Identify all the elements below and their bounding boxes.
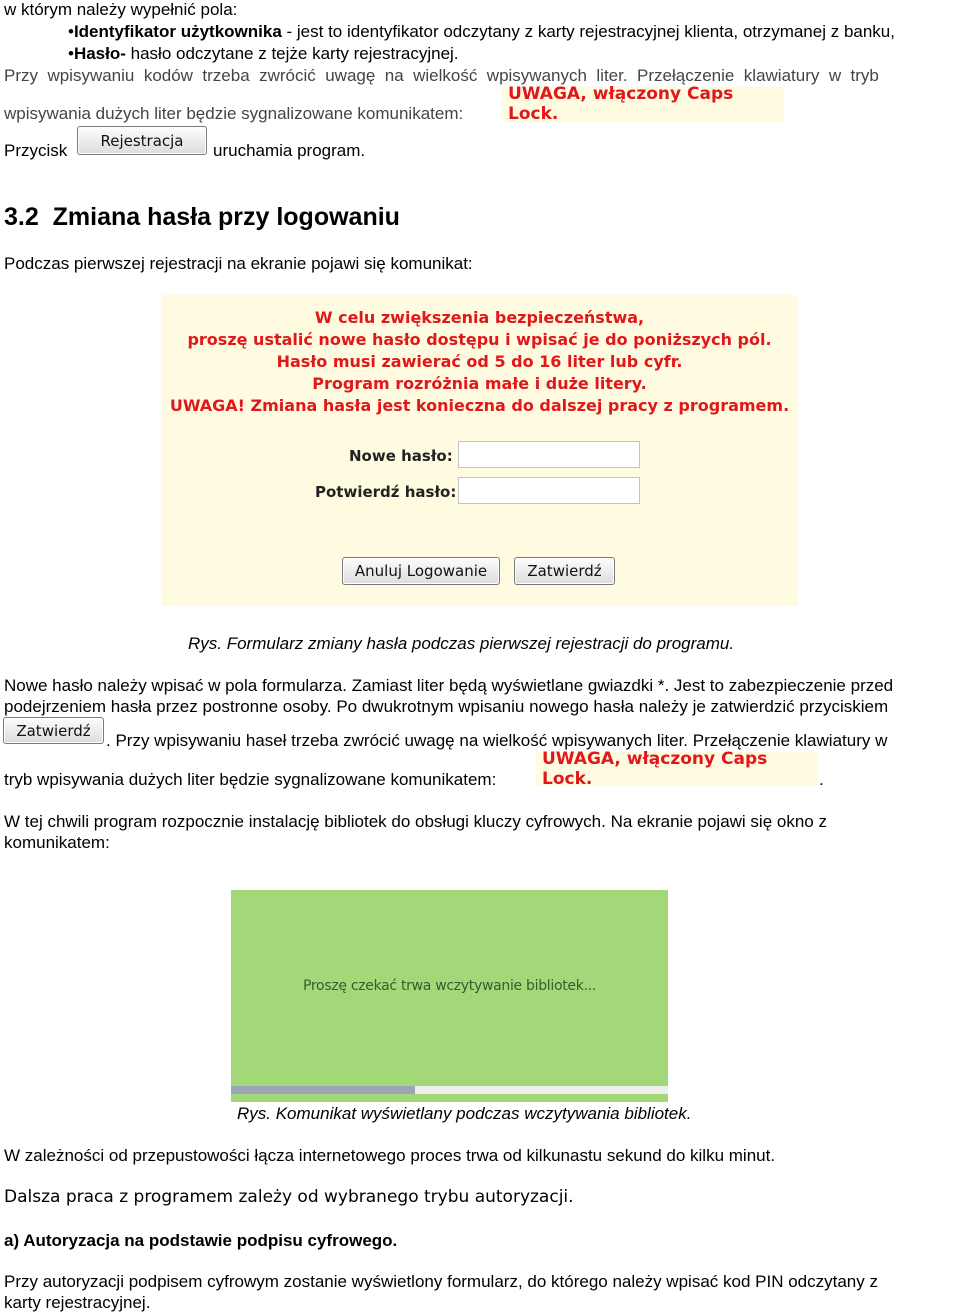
paragraph-line: karty rejestracyjnej. <box>4 1293 151 1312</box>
bullet-desc: hasło odczytane z tejże karty rejestracyjnej. <box>125 44 459 63</box>
paragraph-line: . Przy wpisywaniu haseł trzeba zwrócić uwagę na wielkość wpisywanych liter. Przełączenie klawiatury w <box>106 731 888 750</box>
bullet-desc: - jest to identyfikator odczytany z karty rejestracyjnej klienta, otrzymanej z banku, <box>281 22 895 41</box>
paragraph-line: tryb wpisywania dużych liter będzie sygnalizowane komunikatem: <box>4 770 497 789</box>
figure-caption: Rys. Formularz zmiany hasła podczas pierwszej rejestracji do programu. <box>188 634 735 653</box>
form-message-line: Hasło musi zawierać od 5 do 16 liter lub cyfr. <box>276 352 683 371</box>
progress-bar <box>231 1086 668 1094</box>
new-password-label: Nowe hasło: <box>349 447 453 465</box>
bullet-dot: • <box>68 44 74 63</box>
figure-caption: Rys. Komunikat wyświetlany podczas wczytywania bibliotek. <box>237 1104 692 1123</box>
register-button[interactable]: Rejestracja <box>77 126 207 155</box>
section-heading: 3.2 Zmiana hasła przy logowaniu <box>4 203 400 231</box>
new-password-input[interactable] <box>458 441 640 468</box>
bullet-password <box>68 44 459 64</box>
form-message-line: UWAGA! Zmiana hasła jest konieczna do dalszej pracy z programem. <box>169 396 790 415</box>
paragraph-line: komunikatem: <box>4 833 110 852</box>
caps-lock-warning: UWAGA, włączony Caps Lock. <box>536 752 818 786</box>
confirm-password-input[interactable] <box>458 477 640 504</box>
form-message-line: Program rozróżnia małe i duże litery. <box>312 374 647 393</box>
button-note-prefix: Przycisk <box>4 141 68 160</box>
library-loading-window <box>231 890 668 1102</box>
confirm-password-label: Potwierdź hasło: <box>315 483 457 501</box>
paragraph-period: . <box>819 770 824 789</box>
confirm-button-inline[interactable]: Zatwierdź <box>3 717 104 744</box>
section-lead: Podczas pierwszej rejestracji na ekranie pojawi się komunikat: <box>4 254 473 273</box>
caps-note-cont: wpisywania dużych liter będzie sygnalizowane komunikatem: <box>4 104 464 123</box>
caps-lock-warning: UWAGA, włączony Caps Lock. <box>502 87 784 121</box>
loading-message: Proszę czekać trwa wczytywanie bibliotek... <box>303 978 596 994</box>
paragraph-line: Dalsza praca z programem zależy od wybranego trybu autoryzacji. <box>4 1187 574 1207</box>
paragraph-line: W zależności od przepustowości łącza internetowego proces trwa od kilkunastu sekund do kilku minut. <box>4 1146 776 1165</box>
subheading: a) Autoryzacja na podstawie podpisu cyfrowego. <box>4 1231 398 1250</box>
paragraph-line: W tej chwili program rozpocznie instalację bibliotek do obsługi kluczy cyfrowych. Na ekranie pojawi się okno z <box>4 812 827 831</box>
form-message-line: proszę ustalić nowe hasło dostępu i wpisać je do poniższych pól. <box>187 330 772 349</box>
paragraph-line: Przy autoryzacji podpisem cyfrowym zostanie wyświetlony formularz, do którego należy wpisać kod PIN odczytany z <box>4 1272 878 1291</box>
bullet-term: Hasło- <box>73 44 126 63</box>
password-change-form <box>161 295 798 606</box>
bullet-term: Identyfikator użytkownika <box>73 22 282 41</box>
button-note-suffix: uruchamia program. <box>213 141 366 160</box>
confirm-button[interactable]: Zatwierdź <box>514 557 615 585</box>
paragraph-line: Nowe hasło należy wpisać w pola formularza. Zamiast liter będą wyświetlane gwiazdki *. Jest to zabezpieczenie przed <box>4 676 894 695</box>
intro-line: w którym należy wypełnić pola: <box>4 0 238 19</box>
paragraph-line: podejrzeniem hasła przez postronne osoby. Po dwukrotnym wpisaniu nowego hasła należy je zatwierdzić przyciskiem <box>4 697 889 716</box>
bullet-dot: • <box>68 22 74 41</box>
progress-bar-fill <box>231 1086 415 1094</box>
form-message-line: W celu zwiększenia bezpieczeństwa, <box>314 308 645 327</box>
caps-note: Przy wpisywaniu kodów trzeba zwrócić uwagę na wielkość wpisywanych liter. Przełączenie klawiatury w tryb <box>4 66 879 85</box>
cancel-login-button[interactable]: Anuluj Logowanie <box>342 557 500 585</box>
bullet-user-id <box>68 22 895 42</box>
